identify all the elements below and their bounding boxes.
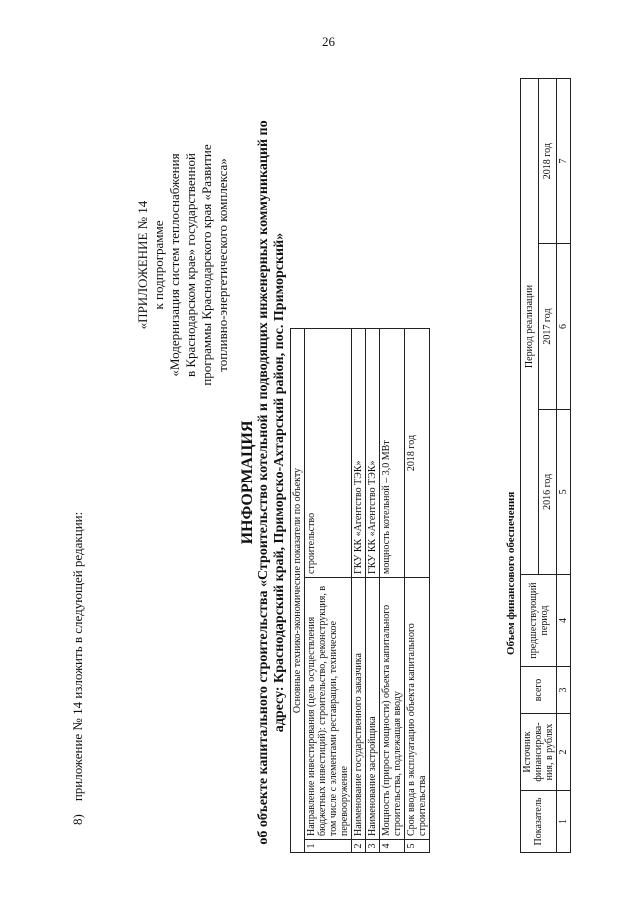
table-row — [352, 329, 366, 853]
page-number: 26 — [322, 34, 335, 49]
row-label: Срок ввода в эксплуатацию объекта капитального строительства — [405, 578, 430, 840]
col-source: Источник финансирова-ния, в рублях — [521, 714, 557, 791]
row-label: Мощность (прирост мощности) объекта капитального строительства, подлежащая вводу — [380, 578, 405, 840]
col-num: 6 — [557, 244, 571, 409]
appendix-line: в Краснодарском крае» государственной — [183, 153, 198, 377]
tech-indicators-table — [290, 328, 430, 853]
appendix-line: программы Краснодарского края «Развитие — [199, 144, 214, 386]
row-value: ГКУ КК «Агентство ТЭК» — [366, 329, 380, 578]
col-num: 4 — [557, 575, 571, 667]
col-num: 7 — [557, 79, 571, 244]
table-header: Основные технико-экономические показатели по объекту — [291, 329, 305, 853]
appendix-block — [135, 125, 231, 405]
title-line: об объекте капитального строительства «Строительство котельной и подводящих инженерных коммуникаций по — [256, 120, 271, 845]
finance-title: Объем финансового обеспечения — [505, 491, 517, 655]
row-value: ГКУ КК «Агентство ТЭК» — [352, 329, 366, 578]
row-value: 2018 год — [405, 329, 430, 578]
col-num: 3 — [557, 667, 571, 714]
col-2018: 2018 год — [539, 79, 557, 244]
row-number: 4 — [380, 840, 405, 853]
col-2017: 2017 год — [539, 244, 557, 409]
table-row — [380, 329, 405, 853]
table-row — [521, 79, 539, 853]
row-number: 1 — [305, 840, 352, 853]
appendix-line: «Модернизация систем теплоснабжения — [167, 153, 182, 377]
table-row — [305, 329, 352, 853]
col-num: 1 — [557, 791, 571, 853]
table-row — [405, 329, 430, 853]
col-indicator: Показатель — [521, 791, 557, 853]
finance-table — [520, 78, 571, 853]
appendix-line: «ПРИЛОЖЕНИЕ № 14 — [135, 200, 150, 330]
intro-text: 8) приложение № 14 изложить в следующей редакции: — [70, 511, 85, 825]
appendix-line: к подпрограмме — [151, 220, 166, 310]
col-total: всего — [521, 667, 557, 714]
title-line: адресу: Краснодарский край, Приморско-Ахтарский район, пос. Приморский» — [272, 232, 287, 733]
table-row — [366, 329, 380, 853]
rotated-sheet — [0, 60, 640, 905]
col-prev: предшествующий период — [521, 575, 557, 667]
col-2016: 2016 год — [539, 409, 557, 574]
row-label: Наименование застройщика — [366, 578, 380, 840]
row-number: 3 — [366, 840, 380, 853]
row-value: строительство — [305, 329, 352, 578]
row-number: 5 — [405, 840, 430, 853]
col-num: 2 — [557, 714, 571, 791]
col-num: 5 — [557, 409, 571, 574]
col-period: Период реализации — [521, 79, 539, 575]
row-number: 2 — [352, 840, 366, 853]
document-title — [240, 80, 288, 885]
appendix-line: топливно-энергетического комплекса» — [215, 158, 230, 372]
row-label: Наименование государственного заказчика — [352, 578, 366, 840]
title-heading: ИНФОРМАЦИЯ — [239, 420, 256, 545]
table-row — [557, 79, 571, 853]
row-value: мощность котельной – 3,0 МВт — [380, 329, 405, 578]
row-label: Направление инвестирования (цель осуществления бюджетных инвестиций): строительство, реконструкция, в том числе с элементами реставрации, техническое перевооружение — [305, 578, 352, 840]
